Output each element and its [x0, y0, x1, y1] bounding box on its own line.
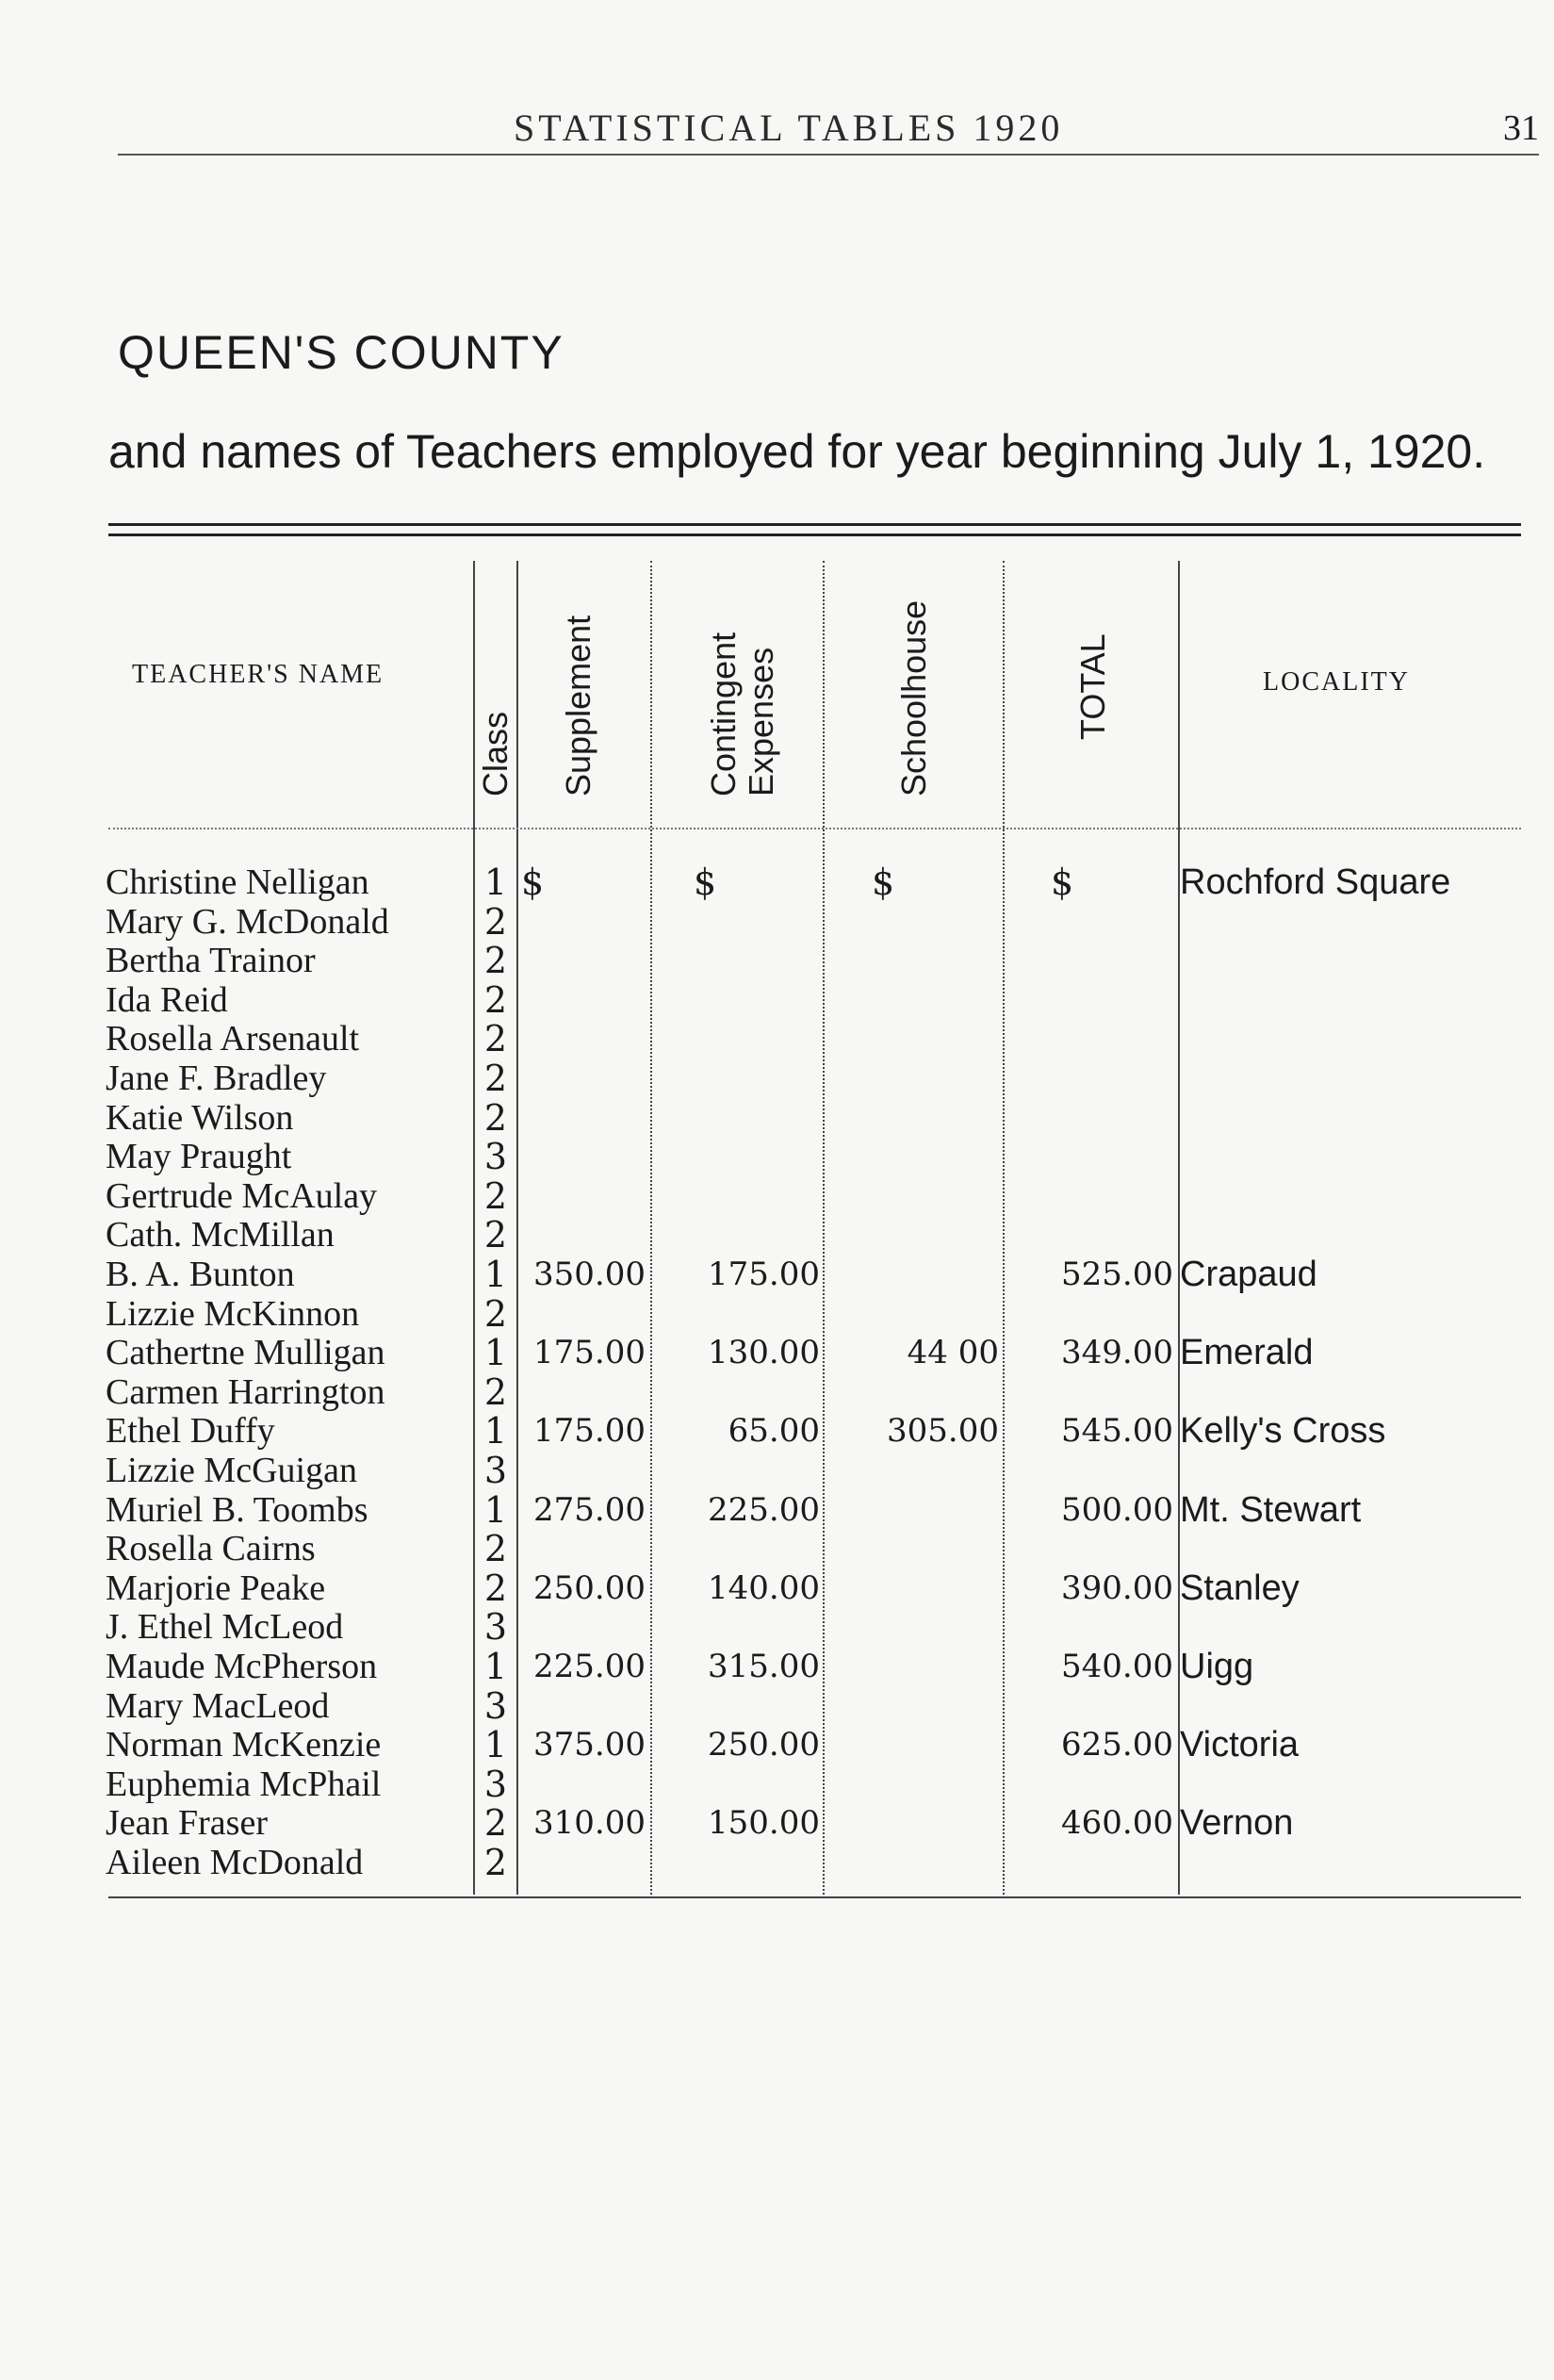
contingent-value: 65.00 [728, 1412, 820, 1451]
table-row [0, 902, 1554, 942]
total-value: 460.00 [1061, 1804, 1173, 1843]
teacher-name: Ida Reid [106, 979, 228, 1020]
class-value: 2 [483, 1214, 507, 1256]
contingent-value: 150.00 [708, 1804, 820, 1843]
contingent-value: 225.00 [708, 1490, 820, 1529]
table-row [0, 1059, 1554, 1098]
teacher-name: Katie Wilson [106, 1097, 294, 1138]
table-row [0, 1294, 1554, 1334]
locality-value: Rochford Square [1180, 862, 1451, 902]
class-value: 2 [483, 1018, 507, 1060]
class-value: 3 [483, 1763, 507, 1805]
header-contingent-label: Contingent [704, 632, 743, 796]
table-row [0, 862, 1554, 902]
class-value: 2 [483, 1058, 507, 1099]
contingent-value: 315.00 [708, 1648, 820, 1685]
total-value: 545.00 [1061, 1412, 1173, 1451]
header-separator [108, 828, 1521, 829]
supplement-value: 225.00 [533, 1648, 646, 1685]
supplement-value: 310.00 [533, 1804, 646, 1843]
schoolhouse-value: 44 00 [907, 1334, 999, 1372]
class-value: 2 [483, 1528, 507, 1570]
locality-value: Victoria [1180, 1725, 1300, 1765]
currency-supplement: $ [521, 862, 545, 903]
table-row [0, 1215, 1554, 1255]
teacher-name: Gertrude McAulay [106, 1175, 378, 1216]
class-value: 1 [483, 1724, 507, 1766]
header-schoolhouse [895, 600, 933, 796]
teacher-name: Euphemia McPhail [106, 1764, 382, 1804]
teacher-name: Rosella Arsenault [106, 1019, 360, 1059]
table-row [0, 1490, 1554, 1530]
table-row [0, 1098, 1554, 1138]
teacher-name: Norman McKenzie [106, 1725, 382, 1765]
schoolhouse-value: 305.00 [887, 1412, 999, 1451]
supplement-value: 250.00 [533, 1568, 646, 1607]
contingent-value: 250.00 [708, 1726, 820, 1764]
contingent-value: 130.00 [708, 1334, 820, 1372]
header-expenses-label: Expenses [742, 647, 780, 796]
class-value: 2 [483, 940, 507, 982]
teacher-name: Mary MacLeod [106, 1685, 330, 1726]
teacher-name: Aileen McDonald [106, 1843, 364, 1882]
locality-value: Crapaud [1180, 1255, 1317, 1294]
teacher-name: Lizzie McGuigan [106, 1451, 357, 1490]
header-supplement [560, 616, 597, 796]
class-value: 2 [483, 1371, 507, 1413]
teacher-name: Maude McPherson [106, 1647, 378, 1686]
teacher-name: Mary G. McDonald [106, 901, 389, 942]
total-value: 390.00 [1061, 1568, 1173, 1607]
class-value: 1 [483, 1332, 507, 1374]
class-value: 2 [483, 1174, 507, 1217]
class-value: 2 [483, 1802, 507, 1845]
table-row [0, 1568, 1554, 1608]
teacher-name: Bertha Trainor [106, 941, 316, 981]
class-value: 1 [483, 1488, 507, 1531]
table-row [0, 1372, 1554, 1412]
table-row [0, 1843, 1554, 1882]
class-value: 2 [483, 1292, 507, 1335]
table-row [0, 1255, 1554, 1294]
teacher-name: Jean Fraser [106, 1803, 268, 1844]
table-row [0, 1764, 1554, 1804]
teacher-name: Carmen Harrington [106, 1371, 385, 1412]
header-supplement-label: Supplement [559, 615, 597, 796]
teacher-name: Cath. McMillan [106, 1215, 335, 1256]
currency-schoolhouse: $ [872, 862, 895, 903]
running-title: STATISTICAL TABLES 1920 [514, 107, 1064, 149]
teacher-name: Rosella Cairns [106, 1529, 316, 1569]
locality-value: Kelly's Cross [1180, 1411, 1386, 1452]
class-value: 3 [483, 1684, 507, 1727]
teacher-name: Lizzie McKinnon [106, 1293, 360, 1334]
locality-value: Stanley [1180, 1568, 1300, 1608]
table-row [0, 1647, 1554, 1686]
locality-value: Uigg [1180, 1647, 1254, 1686]
contingent-value: 175.00 [708, 1256, 820, 1293]
teacher-name: Christine Nelligan [106, 862, 369, 902]
table-row [0, 1803, 1554, 1843]
table-row [0, 1137, 1554, 1176]
header-total-label: TOTAL [1073, 633, 1112, 740]
table-row [0, 1607, 1554, 1647]
class-value: 1 [483, 1646, 507, 1687]
supplement-value: 350.00 [533, 1256, 646, 1293]
table-row [0, 1451, 1554, 1490]
total-value: 625.00 [1061, 1726, 1173, 1764]
header-contingent-expenses [705, 632, 780, 796]
teacher-name: May Praught [106, 1137, 292, 1177]
header-schoolhouse-label: Schoolhouse [894, 599, 933, 796]
class-value: 2 [483, 1842, 507, 1883]
table-row [0, 1333, 1554, 1372]
county-title: QUEEN'S COUNTY [118, 326, 564, 379]
class-value: 1 [483, 1254, 507, 1295]
table-row [0, 1176, 1554, 1216]
class-value: 2 [483, 900, 507, 943]
teacher-name: Muriel B. Toombs [106, 1489, 368, 1530]
header-class-label: Class [476, 711, 515, 796]
teacher-name: B. A. Bunton [106, 1255, 295, 1294]
teacher-name: Ethel Duffy [106, 1411, 275, 1452]
total-value: 540.00 [1061, 1648, 1173, 1685]
table-row [0, 980, 1554, 1020]
locality-value: Mt. Stewart [1180, 1489, 1362, 1530]
class-value: 2 [483, 1567, 507, 1609]
total-value: 349.00 [1061, 1334, 1173, 1372]
total-value: 500.00 [1061, 1490, 1173, 1529]
table-row [0, 941, 1554, 980]
class-value: 3 [483, 1136, 507, 1178]
table-row [0, 1529, 1554, 1568]
locality-value: Emerald [1180, 1333, 1314, 1373]
header-total [1074, 633, 1112, 740]
contingent-value: 140.00 [708, 1568, 820, 1607]
header-teachers-name: TEACHER'S NAME [132, 660, 384, 689]
total-value: 525.00 [1061, 1256, 1173, 1293]
class-value: 1 [483, 862, 507, 903]
supplement-value: 375.00 [533, 1726, 646, 1764]
class-value: 2 [483, 1096, 507, 1139]
currency-contingent: $ [694, 862, 717, 903]
table-subtitle: and names of Teachers employed for year beginning July 1, 1920. [108, 425, 1486, 478]
class-value: 3 [483, 1606, 507, 1649]
table-row [0, 1725, 1554, 1764]
teacher-name: J. Ethel McLeod [106, 1607, 344, 1648]
supplement-value: 175.00 [533, 1412, 646, 1451]
header-class [477, 712, 515, 796]
table-row [0, 1019, 1554, 1059]
teacher-name: Cathertne Mulligan [106, 1333, 385, 1373]
currency-total: $ [1051, 862, 1074, 903]
page-number: 31 [1503, 108, 1539, 148]
class-value: 3 [483, 1450, 507, 1491]
class-value: 2 [483, 978, 507, 1021]
supplement-value: 175.00 [533, 1334, 646, 1372]
header-locality: LOCALITY [1263, 667, 1410, 697]
table-row [0, 1411, 1554, 1451]
table-bottom-rule [108, 1896, 1521, 1898]
supplement-value: 275.00 [533, 1490, 646, 1529]
table-row [0, 1686, 1554, 1726]
class-value: 1 [483, 1410, 507, 1453]
locality-value: Vernon [1180, 1803, 1294, 1844]
teacher-name: Marjorie Peake [106, 1568, 326, 1608]
teacher-name: Jane F. Bradley [106, 1059, 327, 1098]
